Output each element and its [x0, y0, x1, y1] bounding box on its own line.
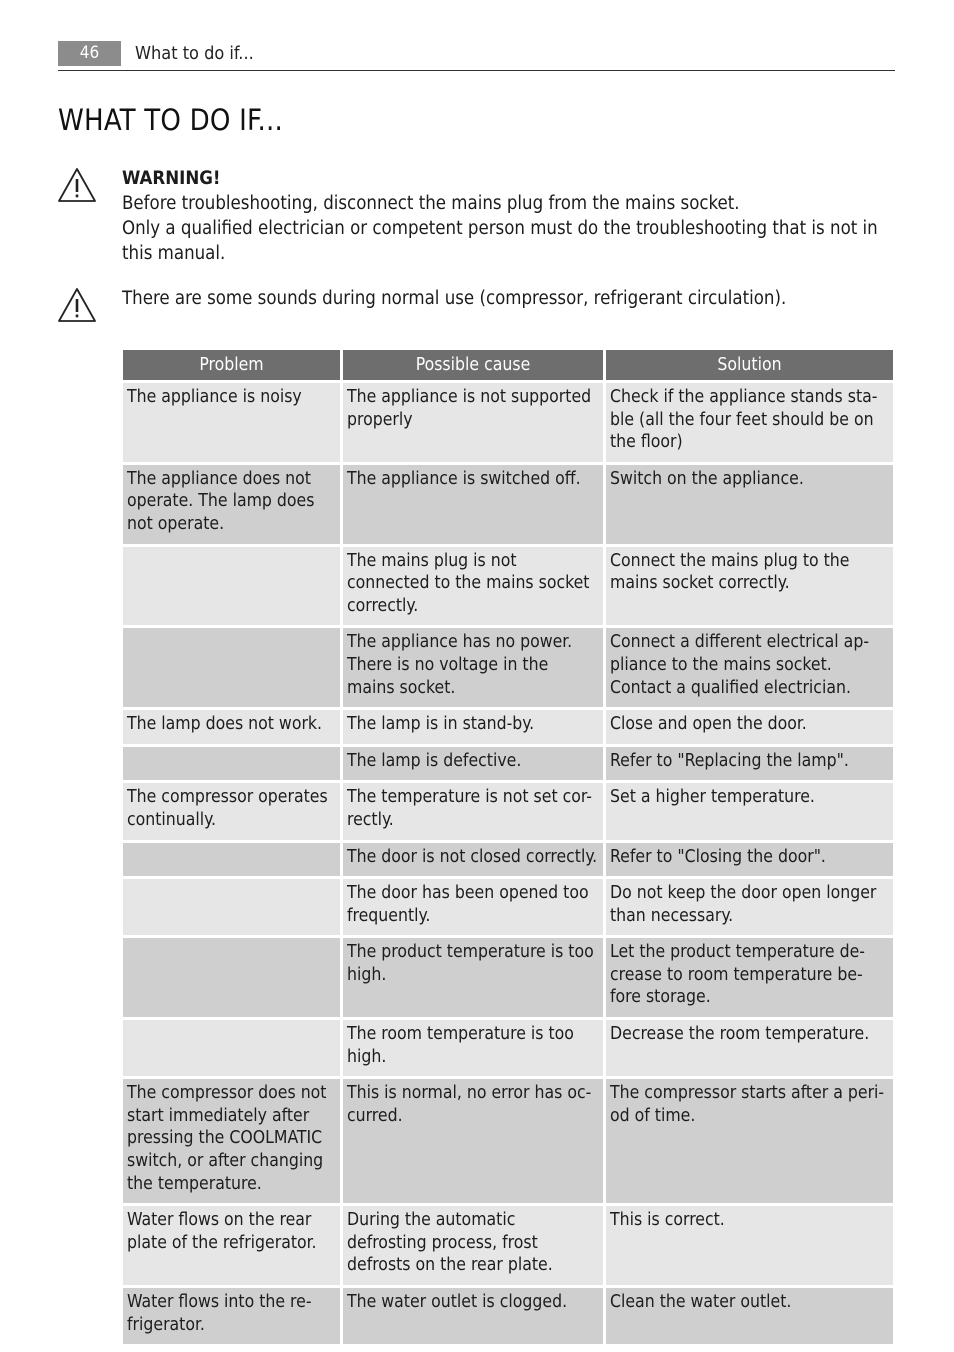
warning-line: Before troubleshooting, disconnect the mains plug from the mains socket. [122, 193, 740, 214]
running-header: What to do if... [135, 43, 254, 64]
warning-triangle-icon [57, 167, 97, 203]
solution-cell: Connect the mains plug to the mains socket correctly. [606, 547, 893, 626]
solution-cell: This is correct. [606, 1206, 893, 1285]
cause-cell: The lamp is in stand-by. [343, 710, 603, 744]
problem-cell: The compressor does not start immediately after pressing the COOLMATIC switch, or after changing the temperature. [123, 1079, 340, 1203]
warning-line: Only a qualified electrician or competent person must do the troubleshooting that is not in this manual. [122, 218, 878, 264]
page-title: WHAT TO DO IF... [58, 103, 283, 137]
problem-cell: Water flows into the re-frigerator. [123, 1288, 340, 1344]
table-row [123, 879, 893, 935]
cause-cell: The door is not closed correctly. [343, 843, 603, 877]
table-row [123, 383, 893, 462]
column-header-solution: Solution [606, 350, 893, 380]
cause-cell: The appliance is not supported properly [343, 383, 603, 462]
cause-cell: The mains plug is not connected to the mains socket correctly. [343, 547, 603, 626]
table-row [123, 547, 893, 626]
cause-cell: The room temperature is too high. [343, 1020, 603, 1076]
cause-cell: The appliance is switched off. [343, 465, 603, 544]
table-row [123, 938, 893, 1017]
cause-cell: The product temperature is too high. [343, 938, 603, 1017]
table-row [123, 747, 893, 781]
header-divider [58, 70, 895, 71]
note-text: There are some sounds during normal use (compressor, refrigerant circulation). [122, 288, 787, 309]
problem-cell [123, 879, 340, 935]
solution-cell: Switch on the appliance. [606, 465, 893, 544]
problem-cell [123, 938, 340, 1017]
table-row [123, 1020, 893, 1076]
problem-cell: The compressor operates continually. [123, 783, 340, 839]
table-row [123, 710, 893, 744]
problem-cell [123, 628, 340, 707]
solution-cell: Connect a different electrical ap-pliance to the mains socket. Contact a qualified electrician. [606, 628, 893, 707]
solution-cell: The compressor starts after a peri-od of time. [606, 1079, 893, 1203]
solution-cell: Check if the appliance stands sta-ble (all the four feet should be on the floor) [606, 383, 893, 462]
cause-cell: This is normal, no error has oc-curred. [343, 1079, 603, 1203]
solution-cell: Set a higher temperature. [606, 783, 893, 839]
warning-block [122, 166, 897, 266]
warning-heading: WARNING! [122, 168, 221, 189]
problem-cell [123, 1020, 340, 1076]
solution-cell: Let the product temperature de-crease to room temperature be-fore storage. [606, 938, 893, 1017]
problem-cell: Water flows on the rear plate of the refrigerator. [123, 1206, 340, 1285]
table-header-row [123, 350, 893, 380]
solution-cell: Refer to "Closing the door". [606, 843, 893, 877]
table-row [123, 1079, 893, 1203]
table-row [123, 783, 893, 839]
table-row [123, 843, 893, 877]
problem-cell: The lamp does not work. [123, 710, 340, 744]
table-row [123, 465, 893, 544]
column-header-cause: Possible cause [343, 350, 603, 380]
table-row [123, 1206, 893, 1285]
page-number: 46 [58, 41, 121, 66]
column-header-problem: Problem [123, 350, 340, 380]
warning-triangle-icon [57, 287, 97, 323]
solution-cell: Refer to "Replacing the lamp". [606, 747, 893, 781]
cause-cell: The temperature is not set cor-rectly. [343, 783, 603, 839]
solution-cell: Clean the water outlet. [606, 1288, 893, 1344]
problem-cell [123, 747, 340, 781]
solution-cell: Do not keep the door open longer than necessary. [606, 879, 893, 935]
problem-cell [123, 843, 340, 877]
cause-cell: The water outlet is clogged. [343, 1288, 603, 1344]
table-row [123, 628, 893, 707]
cause-cell: The appliance has no power. There is no voltage in the mains socket. [343, 628, 603, 707]
problem-cell [123, 547, 340, 626]
solution-cell: Decrease the room temperature. [606, 1020, 893, 1076]
cause-cell: The lamp is defective. [343, 747, 603, 781]
solution-cell: Close and open the door. [606, 710, 893, 744]
cause-cell: The door has been opened too frequently. [343, 879, 603, 935]
problem-cell: The appliance is noisy [123, 383, 340, 462]
problem-cell: The appliance does not operate. The lamp does not operate. [123, 465, 340, 544]
troubleshooting-table [120, 347, 896, 1347]
cause-cell: During the automatic defrosting process, frost defrosts on the rear plate. [343, 1206, 603, 1285]
table-row [123, 1288, 893, 1344]
